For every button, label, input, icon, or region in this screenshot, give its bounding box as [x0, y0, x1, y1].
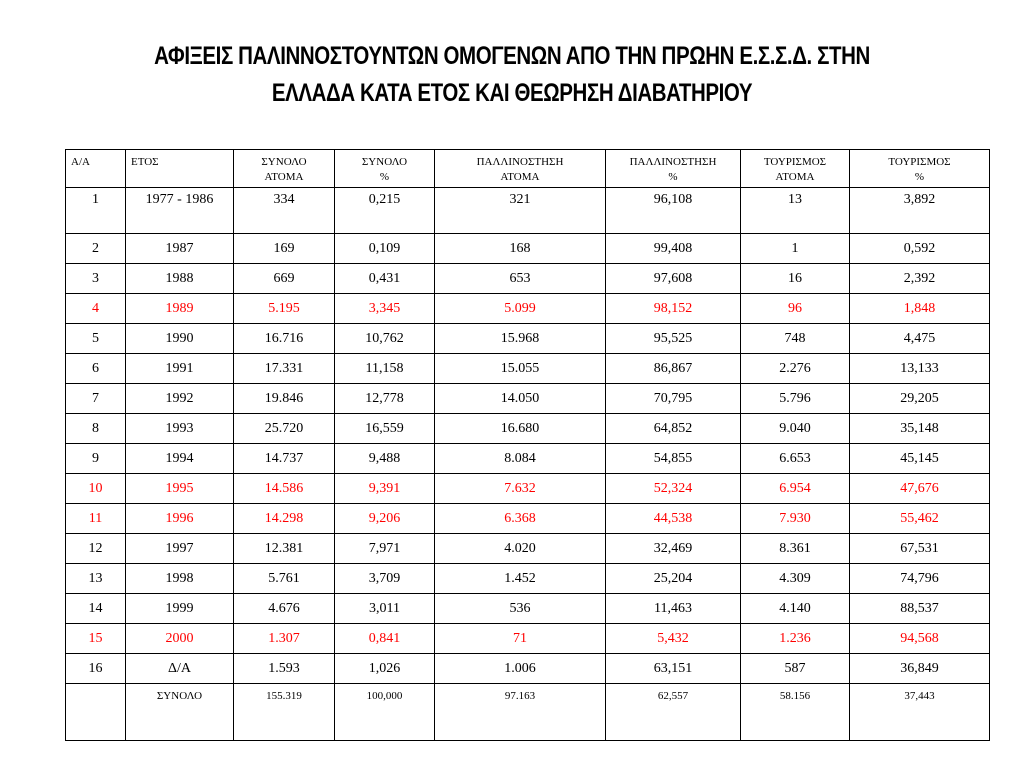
table-cell-total-persons: 1.307: [234, 624, 335, 654]
table-cell-tourism-percent: 1,848: [850, 294, 990, 324]
table-cell-tourism-percent: 13,133: [850, 354, 990, 384]
table-row: [66, 504, 990, 534]
title-line-1: ΑΦΙΞΕΙΣ ΠΑΛΙΝΝΟΣΤΟΥΝΤΩΝ ΟΜΟΓΕΝΩΝ ΑΠΟ ΤΗΝ ΠΡΩΗΝ Ε.Σ.Σ.Δ. ΣΤΗΝ: [154, 42, 870, 70]
table-cell-tourism-persons: 9.040: [741, 414, 850, 444]
table-cell-aa: 13: [66, 564, 126, 594]
table-row: [66, 534, 990, 564]
table-cell-tourism-percent: 0,592: [850, 234, 990, 264]
table-cell-total-percent: 3,709: [335, 564, 435, 594]
table-row: [66, 414, 990, 444]
table-cell-repatriation-persons: 4.020: [435, 534, 606, 564]
table-cell-tourism-percent: 74,796: [850, 564, 990, 594]
table-cell-total-persons: 12.381: [234, 534, 335, 564]
table-cell-total-percent: 16,559: [335, 414, 435, 444]
column-header-line: ΠΑΛΛΙΝΟΣΤΗΣΗ: [629, 156, 717, 168]
table-cell-aa: 2: [66, 234, 126, 264]
arrivals-table: [65, 149, 990, 741]
table-cell-aa: 10: [66, 474, 126, 504]
total-cell-aa: [66, 684, 126, 741]
column-header-aa: [66, 150, 126, 188]
table-cell-year: 1999: [126, 594, 234, 624]
column-header-tourism-persons: [741, 150, 850, 188]
table-cell-total-percent: 7,971: [335, 534, 435, 564]
table-cell-total-persons: 17.331: [234, 354, 335, 384]
table-cell-year: 1997: [126, 534, 234, 564]
table-cell-repatriation-persons: 653: [435, 264, 606, 294]
table-cell-repatriation-percent: 70,795: [606, 384, 741, 414]
table-cell-total-persons: 14.586: [234, 474, 335, 504]
table-cell-tourism-persons: 96: [741, 294, 850, 324]
table-row: [66, 354, 990, 384]
table-cell-total-persons: 14.298: [234, 504, 335, 534]
column-header-line: ΑΤΟΜΑ: [500, 171, 540, 183]
table-cell-total-persons: 334: [234, 188, 335, 234]
table-cell-total-percent: 3,345: [335, 294, 435, 324]
table-cell-year: 1992: [126, 384, 234, 414]
table-cell-aa: 5: [66, 324, 126, 354]
table-cell-year: 1996: [126, 504, 234, 534]
table-cell-tourism-persons: 13: [741, 188, 850, 234]
table-cell-total-percent: 9,488: [335, 444, 435, 474]
table-cell-tourism-persons: 8.361: [741, 534, 850, 564]
table-cell-tourism-percent: 47,676: [850, 474, 990, 504]
table-cell-year: 1987: [126, 234, 234, 264]
table-cell-repatriation-persons: 14.050: [435, 384, 606, 414]
table-cell-repatriation-percent: 5,432: [606, 624, 741, 654]
table-cell-repatriation-persons: 168: [435, 234, 606, 264]
table-cell-aa: 9: [66, 444, 126, 474]
table-cell-tourism-percent: 36,849: [850, 654, 990, 684]
table-cell-tourism-percent: 29,205: [850, 384, 990, 414]
total-cell-tourism-percent: 37,443: [850, 684, 990, 741]
column-header-year: [126, 150, 234, 188]
table-row: [66, 384, 990, 414]
table-cell-tourism-persons: 4.309: [741, 564, 850, 594]
table-cell-repatriation-persons: 1.452: [435, 564, 606, 594]
table-cell-tourism-persons: 748: [741, 324, 850, 354]
table-cell-tourism-persons: 4.140: [741, 594, 850, 624]
column-header-line: %: [914, 171, 925, 183]
table-cell-year: 1994: [126, 444, 234, 474]
table-cell-tourism-persons: 5.796: [741, 384, 850, 414]
table-cell-tourism-persons: 587: [741, 654, 850, 684]
table-cell-total-persons: 5.761: [234, 564, 335, 594]
total-cell-total-persons: 155.319: [234, 684, 335, 741]
table-cell-tourism-persons: 6.954: [741, 474, 850, 504]
table-cell-aa: 4: [66, 294, 126, 324]
table-cell-repatriation-percent: 44,538: [606, 504, 741, 534]
column-header-line: %: [379, 171, 390, 183]
table-cell-repatriation-persons: 15.055: [435, 354, 606, 384]
table-cell-aa: 7: [66, 384, 126, 414]
table-cell-repatriation-percent: 25,204: [606, 564, 741, 594]
table-row: [66, 324, 990, 354]
table-cell-total-persons: 14.737: [234, 444, 335, 474]
table-cell-repatriation-percent: 52,324: [606, 474, 741, 504]
total-cell-repatriation-persons: 97.163: [435, 684, 606, 741]
table-cell-repatriation-persons: 5.099: [435, 294, 606, 324]
column-header-repatriation-percent: [606, 150, 741, 188]
table-cell-repatriation-percent: 95,525: [606, 324, 741, 354]
table-row: [66, 624, 990, 654]
table-cell-aa: 1: [66, 188, 126, 234]
table-cell-aa: 15: [66, 624, 126, 654]
total-cell-total-percent: 100,000: [335, 684, 435, 741]
table-cell-total-percent: 10,762: [335, 324, 435, 354]
table-cell-tourism-persons: 6.653: [741, 444, 850, 474]
table-cell-year: 1990: [126, 324, 234, 354]
column-header-line: ΕΤΟΣ: [131, 156, 159, 168]
table-row: [66, 594, 990, 624]
table-cell-repatriation-percent: 98,152: [606, 294, 741, 324]
table-cell-year: 1998: [126, 564, 234, 594]
table-cell-aa: 6: [66, 354, 126, 384]
column-header-line: Α/Α: [71, 156, 90, 168]
table-cell-year: 1993: [126, 414, 234, 444]
column-header-tourism-percent: [850, 150, 990, 188]
table-row: [66, 264, 990, 294]
table-cell-repatriation-percent: 96,108: [606, 188, 741, 234]
table-cell-tourism-persons: 7.930: [741, 504, 850, 534]
table-cell-total-persons: 4.676: [234, 594, 335, 624]
table-cell-total-percent: 0,215: [335, 188, 435, 234]
column-header-total-percent: [335, 150, 435, 188]
table-cell-repatriation-persons: 7.632: [435, 474, 606, 504]
table-row: [66, 188, 990, 234]
total-cell-repatriation-percent: 62,557: [606, 684, 741, 741]
table-cell-year: 1988: [126, 264, 234, 294]
table-cell-tourism-persons: 1.236: [741, 624, 850, 654]
table-cell-repatriation-persons: 1.006: [435, 654, 606, 684]
table-row: [66, 654, 990, 684]
column-header-repatriation-persons: [435, 150, 606, 188]
table-cell-tourism-percent: 3,892: [850, 188, 990, 234]
table-cell-tourism-percent: 35,148: [850, 414, 990, 444]
table-cell-total-percent: 0,841: [335, 624, 435, 654]
column-header-line: ΤΟΥΡΙΣΜΟΣ: [888, 156, 951, 168]
table-cell-tourism-persons: 16: [741, 264, 850, 294]
table-cell-tourism-percent: 4,475: [850, 324, 990, 354]
table-cell-repatriation-percent: 32,469: [606, 534, 741, 564]
table-row: [66, 234, 990, 264]
table-cell-repatriation-percent: 11,463: [606, 594, 741, 624]
title-line-2: ΕΛΛΑΔΑ ΚΑΤΑ ΕΤΟΣ ΚΑΙ ΘΕΩΡΗΣΗ ΔΙΑΒΑΤΗΡΙΟΥ: [271, 79, 753, 107]
table-cell-repatriation-persons: 8.084: [435, 444, 606, 474]
table-cell-year: 1989: [126, 294, 234, 324]
table-cell-tourism-percent: 55,462: [850, 504, 990, 534]
table-footer: [66, 684, 990, 741]
table-cell-repatriation-persons: 15.968: [435, 324, 606, 354]
table-cell-year: 2000: [126, 624, 234, 654]
table-cell-year: 1995: [126, 474, 234, 504]
table-cell-tourism-percent: 94,568: [850, 624, 990, 654]
column-header-line: %: [668, 171, 678, 183]
table-row: [66, 444, 990, 474]
header-row: [66, 150, 990, 188]
table-row: [66, 564, 990, 594]
table-cell-total-persons: 1.593: [234, 654, 335, 684]
table-cell-year: 1991: [126, 354, 234, 384]
column-header-line: ΣΥΝΟΛΟ: [361, 156, 408, 168]
table-cell-total-percent: 9,391: [335, 474, 435, 504]
table-cell-total-percent: 12,778: [335, 384, 435, 414]
total-row: [66, 684, 990, 741]
table-cell-repatriation-persons: 16.680: [435, 414, 606, 444]
column-header-line: ΑΤΟΜΑ: [775, 171, 815, 183]
table-cell-tourism-percent: 88,537: [850, 594, 990, 624]
table-cell-aa: 16: [66, 654, 126, 684]
table-cell-total-percent: 3,011: [335, 594, 435, 624]
page-title: [92, 38, 932, 112]
table-cell-total-persons: 25.720: [234, 414, 335, 444]
total-cell-year: ΣΥΝΟΛΟ: [126, 684, 234, 741]
table-cell-total-persons: 5.195: [234, 294, 335, 324]
table-cell-repatriation-persons: 321: [435, 188, 606, 234]
column-header-line: ΤΟΥΡΙΣΜΟΣ: [763, 156, 827, 168]
column-header-total-persons: [234, 150, 335, 188]
table-cell-total-persons: 19.846: [234, 384, 335, 414]
table-cell-total-percent: 11,158: [335, 354, 435, 384]
table-cell-year: Δ/Α: [126, 654, 234, 684]
table-cell-tourism-percent: 2,392: [850, 264, 990, 294]
column-header-line: ΠΑΛΛΙΝΟΣΤΗΣΗ: [476, 156, 564, 168]
table-cell-total-persons: 16.716: [234, 324, 335, 354]
table-cell-tourism-percent: 67,531: [850, 534, 990, 564]
table-cell-aa: 3: [66, 264, 126, 294]
table-cell-repatriation-persons: 71: [435, 624, 606, 654]
table-body: [66, 188, 990, 684]
table-cell-tourism-persons: 1: [741, 234, 850, 264]
table-cell-repatriation-persons: 536: [435, 594, 606, 624]
table-cell-total-persons: 169: [234, 234, 335, 264]
table-cell-total-percent: 9,206: [335, 504, 435, 534]
table-cell-tourism-persons: 2.276: [741, 354, 850, 384]
table-row: [66, 474, 990, 504]
table-cell-total-percent: 0,431: [335, 264, 435, 294]
table-cell-total-persons: 669: [234, 264, 335, 294]
table-cell-tourism-percent: 45,145: [850, 444, 990, 474]
table-cell-repatriation-percent: 64,852: [606, 414, 741, 444]
table-cell-total-percent: 1,026: [335, 654, 435, 684]
table-row: [66, 294, 990, 324]
table-cell-aa: 8: [66, 414, 126, 444]
table-cell-repatriation-persons: 6.368: [435, 504, 606, 534]
table-cell-repatriation-percent: 99,408: [606, 234, 741, 264]
column-header-line: ΑΤΟΜΑ: [264, 171, 304, 183]
table-cell-year: 1977 - 1986: [126, 188, 234, 234]
table-cell-repatriation-percent: 86,867: [606, 354, 741, 384]
total-cell-tourism-persons: 58.156: [741, 684, 850, 741]
table-header: [66, 150, 990, 188]
table-cell-repatriation-percent: 63,151: [606, 654, 741, 684]
table-cell-aa: 14: [66, 594, 126, 624]
column-header-line: ΣΥΝΟΛΟ: [261, 156, 307, 168]
table-cell-aa: 12: [66, 534, 126, 564]
table-cell-repatriation-percent: 97,608: [606, 264, 741, 294]
table-cell-repatriation-percent: 54,855: [606, 444, 741, 474]
table-cell-total-percent: 0,109: [335, 234, 435, 264]
table-cell-aa: 11: [66, 504, 126, 534]
